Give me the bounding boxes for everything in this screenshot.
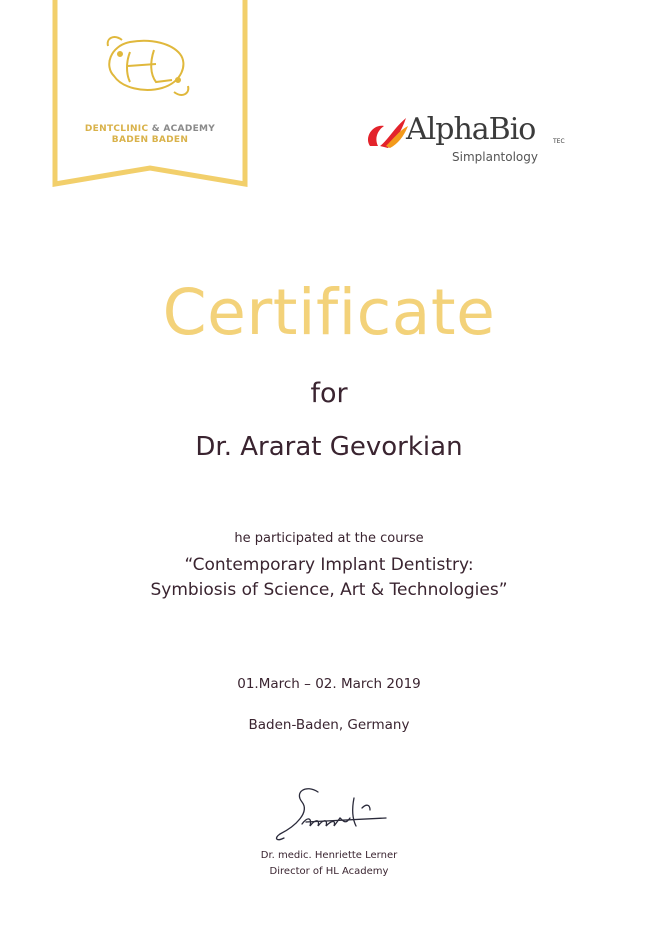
course-title-line2: Symbiosis of Science, Art & Technologies” <box>150 580 508 600</box>
signer-name: Dr. medic. Henriette Lerner <box>260 850 398 861</box>
course-location: Baden-Baden, Germany <box>248 717 410 733</box>
signer-role: Director of HL Academy <box>269 866 389 877</box>
hl-monogram-logo <box>100 32 196 104</box>
academy-name-line1: DENTCLINIC & ACADEMY <box>84 124 216 134</box>
for-label: for <box>310 378 348 409</box>
signature <box>266 778 396 850</box>
alphabio-mark-icon <box>366 116 410 150</box>
alphabio-logo <box>366 110 586 168</box>
alphabio-wordmark: AlphaBio <box>406 112 536 147</box>
academy-name-line2: BADEN BADEN <box>111 135 189 145</box>
alphabio-tagline: Simplantology <box>452 150 538 164</box>
alphabio-tec: TEC <box>553 138 565 145</box>
course-title-line1: “Contemporary Implant Dentistry: <box>184 555 474 575</box>
academy-banner <box>52 0 248 188</box>
participation-text: he participated at the course <box>234 531 424 546</box>
certificate-title: Certificate <box>162 276 496 349</box>
recipient-name: Dr. Ararat Gevorkian <box>195 432 463 462</box>
course-date: 01.March – 02. March 2019 <box>237 676 421 692</box>
